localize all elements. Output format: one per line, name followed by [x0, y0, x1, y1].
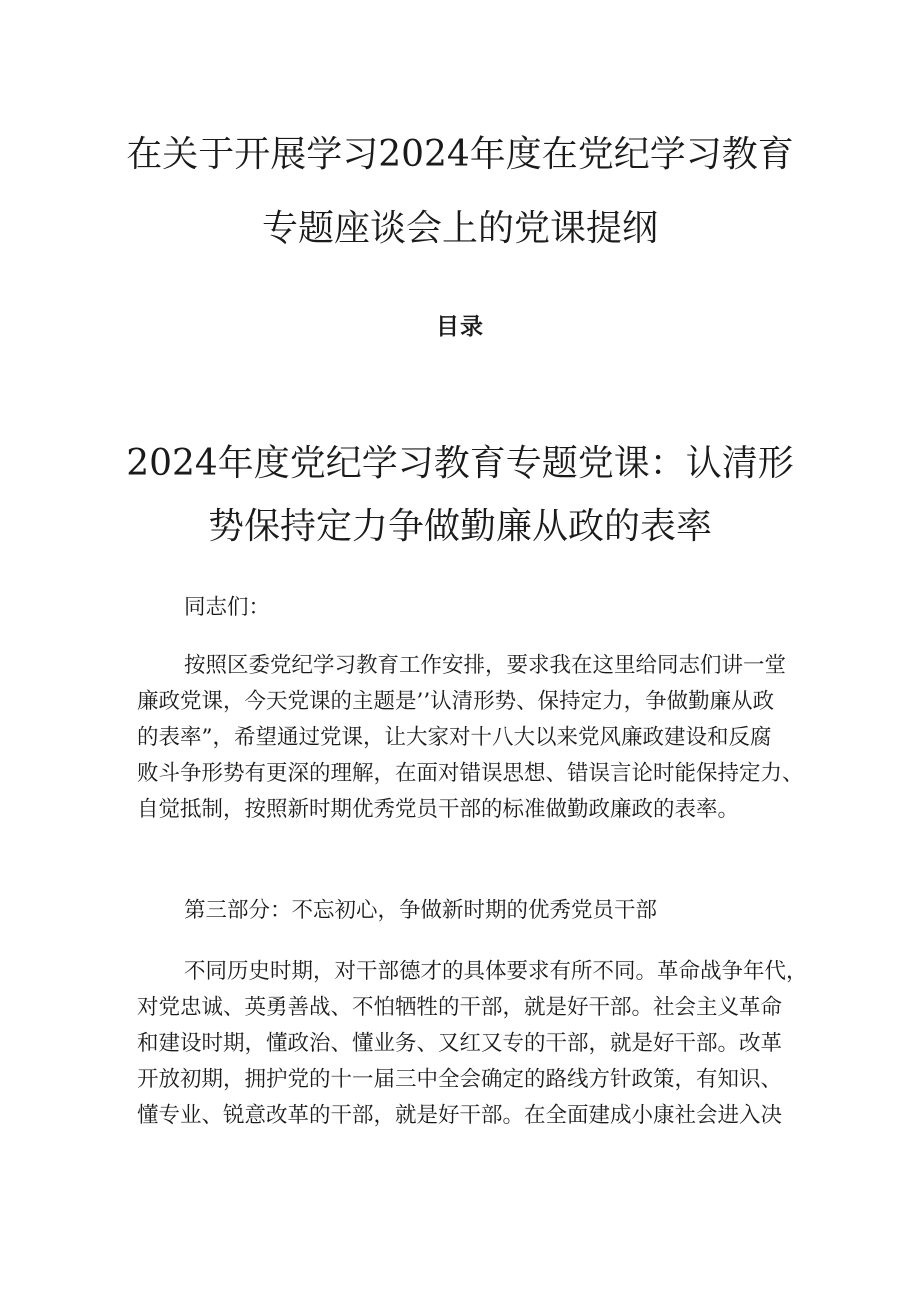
- body-line: 和建设时期，懂政治、懂业务、又红又专的干部，就是好干部。改革: [137, 1031, 783, 1056]
- intro-line: 败斗争形势有更深的理解，在面对错误思想、错误言论时能保持定力、: [137, 761, 804, 786]
- body-line: 懂专业、锐意改革的干部，就是好干部。在全面建成小康社会进入决: [137, 1103, 783, 1128]
- intro-line: 廉政党课，今天党课的主题是’’认清形势、保持定力，争做勤廉从政: [137, 689, 775, 714]
- toc-heading: 目录: [436, 314, 484, 340]
- section-title-line-1: 2024年度党纪学习教育专题党课：认清形: [126, 443, 794, 484]
- body-line: 开放初期，拥护党的十一届三中全会确定的路线方针政策，有知识、: [137, 1067, 783, 1092]
- salutation: 同志们：: [184, 595, 271, 620]
- body-paragraph: [137, 954, 808, 1134]
- intro-line: 按照区委党纪学习教育工作安排，要求我在这里给同志们讲一堂: [184, 653, 787, 678]
- intro-line: 的表率”，希望通过党课，让大家对十八大以来党风廉政建设和反腐: [137, 725, 772, 750]
- document-title-line-2: 专题座谈会上的党课提纲: [261, 208, 658, 249]
- body-line: 对党忠诚、英勇善战、不怕牺牲的干部，就是好干部。社会主义革命: [137, 995, 783, 1020]
- part-heading: 第三部分：不忘初心，争做新时期的优秀党员干部: [184, 898, 658, 923]
- body-line: 不同历史时期，对干部德才的具体要求有所不同。革命战争年代，: [184, 959, 808, 984]
- section-title-line-2: 势保持定力争做勤廉从政的表率: [207, 506, 712, 547]
- intro-line: 自觉抵制，按照新时期优秀党员干部的标准做勤政廉政的表率。: [137, 797, 740, 822]
- document-title-line-1: 在关于开展学习2024年度在党纪学习教育: [126, 134, 794, 175]
- intro-paragraph: [137, 648, 802, 828]
